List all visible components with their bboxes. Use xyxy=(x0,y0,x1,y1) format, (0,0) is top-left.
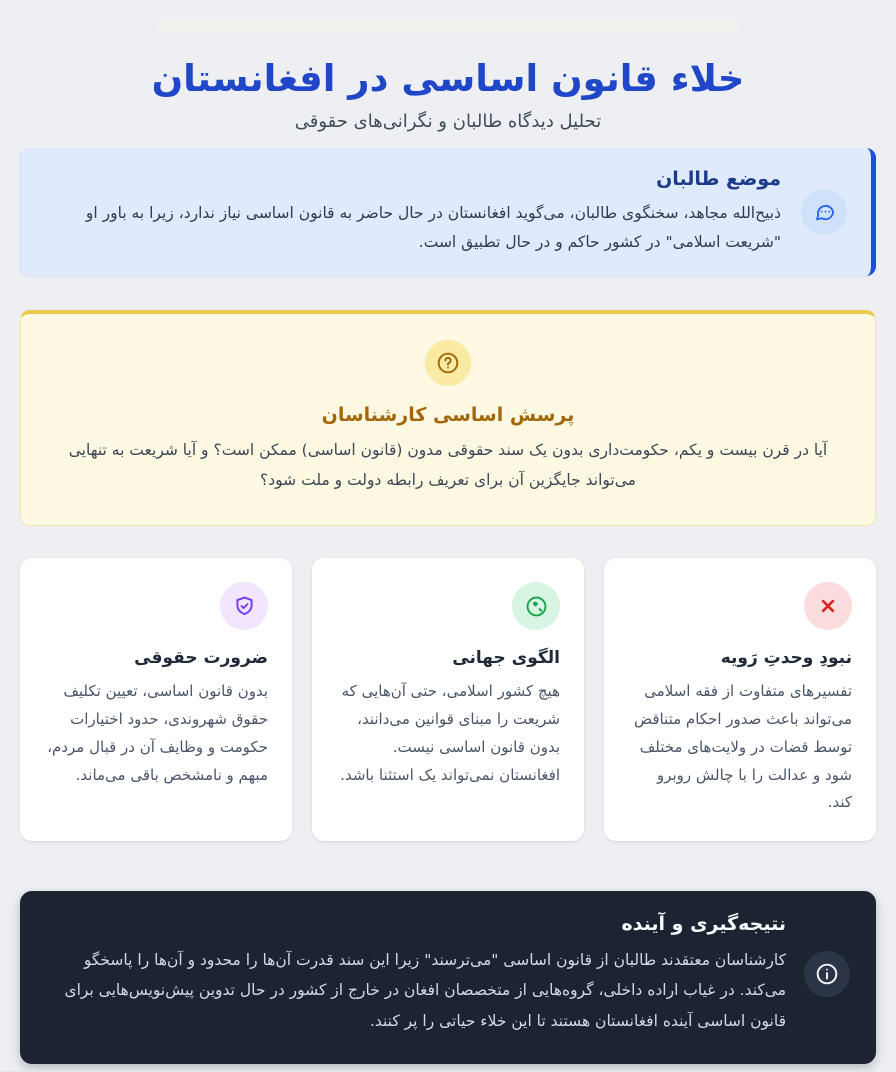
header-placeholder-bar xyxy=(157,20,739,31)
concern-card-global-model xyxy=(312,558,584,841)
concern-card-title: ضرورت حقوقی xyxy=(134,648,268,669)
concern-card-no-uniform-procedure xyxy=(604,558,876,841)
conclusion-title: نتیجه‌گیری و آینده xyxy=(621,913,786,936)
experts-question-card xyxy=(20,310,876,526)
taliban-position-body: ذبیح‌الله مجاهد، سخنگوی طالبان، می‌گوید افغانستان در حال حاضر به قانون اساسی نیاز ندارد، زیرا به باور او "شریعت اسلامی" در کشور حاکم و در حال تطبیق است. xyxy=(85,204,781,251)
taliban-position-content xyxy=(45,168,781,256)
concern-card-title: الگوی جهانی xyxy=(452,648,560,669)
page xyxy=(0,20,896,1072)
conclusion-body: کارشناسان معتقدند طالبان از قانون اساسی "می‌ترسند" زیرا این سند قدرت آن‌ها را محدود و آن‌ها را پاسخگو می‌کند. در غیاب اراده داخلی، گروه‌هایی از متخصصان افغان در خارج از کشور در حال تدوین پیش‌نویس‌هایی برای قانون اساسی آینده افغانستان هستند تا این خلاء حیاتی را پر کنند. xyxy=(64,951,786,1030)
concern-card-legal-necessity xyxy=(20,558,292,841)
shield-check-icon xyxy=(220,582,268,630)
concern-cards-grid xyxy=(20,558,876,841)
page-subtitle: تحلیل دیدگاه طالبان و نگرانی‌های حقوقی xyxy=(294,111,602,133)
conclusion-content xyxy=(46,913,786,1036)
globe-icon xyxy=(512,582,560,630)
experts-question-title: پرسش اساسی کارشناسان xyxy=(321,404,575,427)
x-mark-icon xyxy=(804,582,852,630)
question-mark-icon xyxy=(425,340,471,386)
concern-card-body: هیچ کشور اسلامی، حتی آن‌هایی که شریعت را مبنای قوانین می‌دانند، بدون قانون اساسی نیست. افغانستان نمی‌تواند یک استثنا باشد. xyxy=(340,682,560,784)
concern-card-body: بدون قانون اساسی، تعیین تکلیف حقوق شهروندی، حدود اختیارات حکومت و وظایف آن در قبال مردم، مبهم و نامشخص باقی می‌ماند. xyxy=(47,682,268,784)
taliban-position-card xyxy=(20,148,876,276)
info-icon xyxy=(804,951,850,997)
chat-bubble-icon xyxy=(801,189,847,235)
concern-card-title: نبودِ وحدتِ رَویه xyxy=(720,648,852,669)
taliban-position-title: موضع طالبان xyxy=(656,168,781,191)
concern-card-body: تفسیرهای متفاوت از فقه اسلامی می‌تواند باعث صدور احکام متناقض توسط قضات در ولایت‌های مختلف شود و عدالت را با چالش روبرو کند. xyxy=(633,682,852,812)
page-title: خلاء قانون اساسی در افغانستان xyxy=(151,57,745,100)
conclusion-card xyxy=(20,891,876,1064)
experts-question-body: آیا در قرن بیست و یکم، حکومت‌داری بدون یک سند حقوقی مدون (قانون اساسی) ممکن است؟ و آیا شریعت به تنهایی می‌تواند جایگزین آن برای تعریف رابطه دولت و ملت شود؟ xyxy=(68,441,828,489)
